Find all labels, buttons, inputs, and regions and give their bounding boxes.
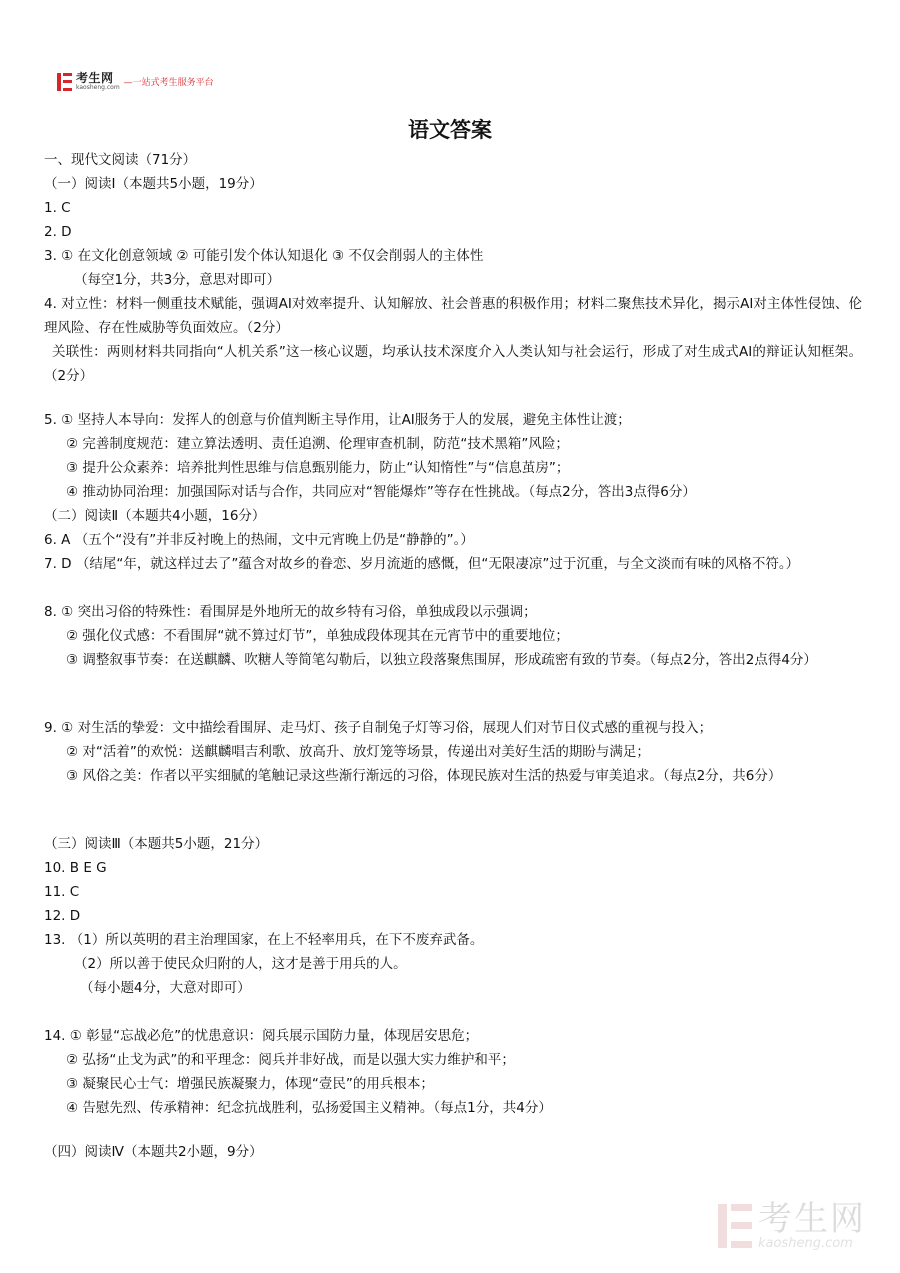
answer-7: 7. D （结尾“年，就这样过去了”蕴含对故乡的眷恋、岁月流逝的感慨，但“无限凄凉”过于沉重，与全文淡而有味的风格不符。）: [44, 556, 800, 572]
answer-2: 2. D: [44, 224, 72, 240]
watermark: [718, 1199, 866, 1251]
brand-url: kaosheng.com: [76, 84, 120, 91]
answer-9-point-3: ③ 风俗之美：作者以平实细腻的笔触记录这些渐行渐远的习俗，体现民族对生活的热爱与审美追求。（每点2分，共6分）: [66, 768, 782, 784]
brand-slogan: —一站式考生服务平台: [123, 78, 214, 88]
answer-3: 3. ① 在文化创意领域 ② 可能引发个体认知退化 ③ 不仅会削弱人的主体性: [44, 248, 484, 264]
answer-5-point-2: ② 完善制度规范：建立算法透明、责任追溯、伦理审查机制，防范“技术黑箱”风险；: [66, 436, 569, 452]
answer-9-point-2: ② 对“活着”的欢悦：送麒麟唱吉利歌、放高升、放灯笼等场景，传递出对美好生活的期盼与满足；: [66, 744, 650, 760]
scoring-note: （每小题4分，大意对即可）: [80, 980, 251, 996]
scoring-note: （每空1分，共3分，意思对即可）: [74, 272, 281, 288]
answer-1: 1. C: [44, 200, 71, 216]
brand-logo: [57, 72, 214, 91]
answer-14-point-3: ③ 凝聚民心士气：增强民族凝聚力，体现“壹民”的用兵根本；: [66, 1076, 434, 1092]
answer-12: 12. D: [44, 908, 81, 924]
subsection-heading: （一）阅读Ⅰ（本题共5小题，19分）: [44, 176, 263, 192]
answer-5-point-3: ③ 提升公众素养：培养批判性思维与信息甄别能力，防止“认知惰性”与“信息茧房”；: [66, 460, 570, 476]
answer-6: 6. A （五个“没有”并非反衬晚上的热闹，文中元宵晚上仍是“静静的”。）: [44, 532, 474, 548]
answer-8: 8. ① 突出习俗的特殊性：看围屏是外地所无的故乡特有习俗，单独成段以示强调；: [44, 604, 537, 620]
answer-4: 4. 对立性：材料一侧重技术赋能，强调AI对效率提升、认知解放、社会普惠的积极作用；材料二聚焦技术异化，揭示AI对主体性侵蚀、伦理风险、存在性威胁等负面效应。（2分）: [44, 296, 862, 336]
page-title: 语文答案: [408, 118, 492, 142]
answer-11: 11. C: [44, 884, 80, 900]
watermark-url: kaosheng.com: [758, 1236, 853, 1251]
watermark-name: 考生网: [758, 1199, 866, 1239]
answer-8-point-3: ③ 调整叙事节奏：在送麒麟、吹糖人等简笔勾勒后，以独立段落聚焦围屏，形成疏密有致的节奏。（每点2分，答出2点得4分）: [66, 652, 817, 668]
answer-10: 10. B E G: [44, 860, 107, 876]
answer-5-point-4: ④ 推动协同治理：加强国际对话与合作，共同应对“智能爆炸”等存在性挑战。（每点2分，答出3点得6分）: [66, 484, 696, 500]
brand-name: 考生网: [76, 71, 114, 85]
answer-14: 14. ① 彰显“忘战必危”的忧患意识：阅兵展示国防力量，体现居安思危；: [44, 1028, 479, 1044]
kaosheng-watermark-icon: [718, 1204, 752, 1248]
answer-8-point-2: ② 强化仪式感：不看围屏“就不算过灯节”，单独成段体现其在元宵节中的重要地位；: [66, 628, 569, 644]
subsection-heading: （四）阅读Ⅳ（本题共2小题，9分）: [44, 1144, 263, 1160]
answer-14-point-4: ④ 告慰先烈、传承精神：纪念抗战胜利，弘扬爱国主义精神。（每点1分，共4分）: [66, 1100, 552, 1116]
section-heading: 一、现代文阅读（71分）: [44, 152, 197, 168]
kaosheng-logo-icon: [57, 73, 72, 91]
subsection-heading: （二）阅读Ⅱ（本题共4小题，16分）: [44, 508, 266, 524]
answer-4-part-2: 关联性：两则材料共同指向“人机关系”这一核心议题，均承认技术深度介入人类认知与社会运行，形成了对生成式AI的辩证认知框架。（2分）: [44, 344, 862, 384]
subsection-heading: （三）阅读Ⅲ（本题共5小题，21分）: [44, 836, 269, 852]
answer-13: 13. （1）所以英明的君主治理国家，在上不轻率用兵，在下不废弃武备。: [44, 932, 484, 948]
answer-5: 5. ① 坚持人本导向：发挥人的创意与价值判断主导作用，让AI服务于人的发展，避免主体性让渡；: [44, 412, 631, 428]
answer-13-part-2: （2）所以善于使民众归附的人，这才是善于用兵的人。: [74, 956, 407, 972]
answer-9: 9. ① 对生活的挚爱：文中描绘看围屏、走马灯、孩子自制兔子灯等习俗，展现人们对节日仪式感的重视与投入；: [44, 720, 713, 736]
answer-14-point-2: ② 弘扬“止戈为武”的和平理念：阅兵并非好战，而是以强大实力维护和平；: [66, 1052, 515, 1068]
